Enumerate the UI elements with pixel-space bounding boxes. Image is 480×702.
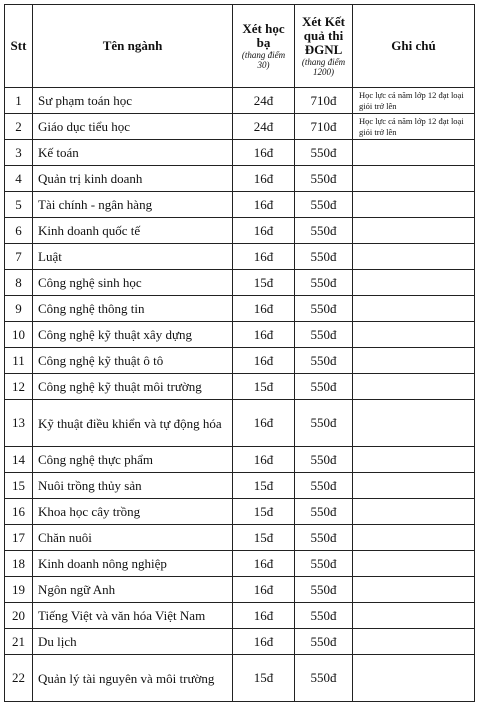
table-row [5,140,475,166]
row-note [353,603,475,629]
header-transcript-score [233,5,295,88]
row-major-name: Kỹ thuật điều khiển và tự động hóa [33,400,233,447]
row-note [353,499,475,525]
row-dgnl-score: 550đ [295,218,353,244]
table-row [5,244,475,270]
row-dgnl-score: 550đ [295,655,353,702]
row-dgnl-score: 710đ [295,88,353,114]
row-dgnl-score: 550đ [295,322,353,348]
header-dgnl-scale: (thang điểm 1200) [301,57,346,77]
row-note [353,447,475,473]
row-transcript-score: 15đ [233,270,295,296]
header-note: Ghi chú [353,5,475,88]
row-stt: 5 [5,192,33,218]
table-row [5,525,475,551]
row-stt: 8 [5,270,33,296]
row-note [353,551,475,577]
row-stt: 11 [5,348,33,374]
row-transcript-score: 15đ [233,655,295,702]
row-major-name: Kinh doanh nông nghiệp [33,551,233,577]
row-major-name: Kế toán [33,140,233,166]
table-row [5,603,475,629]
row-dgnl-score: 710đ [295,114,353,140]
header-dgnl-title: Xét Kết quả thi ĐGNL [302,14,345,57]
row-dgnl-score: 550đ [295,296,353,322]
row-note: Học lực cả năm lớp 12 đạt loại giỏi trở lên [353,88,475,114]
row-note [353,473,475,499]
row-stt: 13 [5,400,33,447]
row-stt: 18 [5,551,33,577]
table-row [5,296,475,322]
row-note [353,374,475,400]
row-transcript-score: 24đ [233,88,295,114]
row-major-name: Công nghệ kỹ thuật môi trường [33,374,233,400]
row-note [353,140,475,166]
row-transcript-score: 24đ [233,114,295,140]
admission-score-table [4,4,475,702]
row-transcript-score: 16đ [233,400,295,447]
row-major-name: Quản trị kinh doanh [33,166,233,192]
row-note [353,525,475,551]
table-row [5,348,475,374]
row-note [353,629,475,655]
row-dgnl-score: 550đ [295,577,353,603]
row-stt: 14 [5,447,33,473]
row-major-name: Công nghệ thông tin [33,296,233,322]
row-note [353,296,475,322]
row-stt: 21 [5,629,33,655]
table-body [5,88,475,702]
row-transcript-score: 16đ [233,192,295,218]
row-note [353,400,475,447]
row-dgnl-score: 550đ [295,140,353,166]
row-dgnl-score: 550đ [295,166,353,192]
row-major-name: Chăn nuôi [33,525,233,551]
row-transcript-score: 16đ [233,166,295,192]
row-stt: 6 [5,218,33,244]
row-major-name: Công nghệ kỹ thuật xây dựng [33,322,233,348]
row-stt: 19 [5,577,33,603]
header-transcript-title: Xét học bạ [242,21,285,50]
table-row [5,374,475,400]
row-stt: 12 [5,374,33,400]
row-transcript-score: 16đ [233,140,295,166]
row-note [353,577,475,603]
row-dgnl-score: 550đ [295,192,353,218]
table-row [5,629,475,655]
header-stt: Stt [5,5,33,88]
row-dgnl-score: 550đ [295,629,353,655]
row-stt: 17 [5,525,33,551]
row-major-name: Tài chính - ngân hàng [33,192,233,218]
table-row [5,400,475,447]
table-row [5,551,475,577]
row-stt: 22 [5,655,33,702]
row-dgnl-score: 550đ [295,270,353,296]
row-transcript-score: 15đ [233,374,295,400]
row-stt: 4 [5,166,33,192]
row-transcript-score: 16đ [233,244,295,270]
row-note [353,655,475,702]
row-major-name: Ngôn ngữ Anh [33,577,233,603]
header-major-name: Tên ngành [33,5,233,88]
row-dgnl-score: 550đ [295,400,353,447]
row-major-name: Kinh doanh quốc tế [33,218,233,244]
header-dgnl-score [295,5,353,88]
table-row [5,192,475,218]
table-row [5,655,475,702]
row-major-name: Công nghệ kỹ thuật ô tô [33,348,233,374]
row-major-name: Khoa học cây trồng [33,499,233,525]
row-major-name: Giáo dục tiểu học [33,114,233,140]
row-dgnl-score: 550đ [295,603,353,629]
table-row [5,166,475,192]
row-dgnl-score: 550đ [295,551,353,577]
row-transcript-score: 16đ [233,447,295,473]
table-row [5,270,475,296]
row-stt: 1 [5,88,33,114]
row-major-name: Quản lý tài nguyên và môi trường [33,655,233,702]
row-note [353,348,475,374]
table-row [5,447,475,473]
row-major-name: Công nghệ thực phẩm [33,447,233,473]
row-transcript-score: 16đ [233,296,295,322]
row-note [353,322,475,348]
row-transcript-score: 15đ [233,525,295,551]
row-transcript-score: 16đ [233,629,295,655]
row-stt: 9 [5,296,33,322]
row-note [353,218,475,244]
row-note [353,166,475,192]
row-stt: 15 [5,473,33,499]
row-note [353,192,475,218]
row-dgnl-score: 550đ [295,525,353,551]
row-transcript-score: 16đ [233,603,295,629]
table-row [5,88,475,114]
table-row [5,218,475,244]
row-stt: 7 [5,244,33,270]
table-row [5,499,475,525]
row-transcript-score: 16đ [233,551,295,577]
table-row [5,322,475,348]
row-major-name: Luật [33,244,233,270]
row-stt: 10 [5,322,33,348]
row-transcript-score: 16đ [233,577,295,603]
table-row [5,473,475,499]
row-stt: 3 [5,140,33,166]
row-transcript-score: 15đ [233,473,295,499]
table-row [5,577,475,603]
row-transcript-score: 16đ [233,218,295,244]
row-note [353,270,475,296]
row-dgnl-score: 550đ [295,499,353,525]
row-note: Học lực cả năm lớp 12 đạt loại giỏi trở lên [353,114,475,140]
row-stt: 16 [5,499,33,525]
row-dgnl-score: 550đ [295,374,353,400]
row-dgnl-score: 550đ [295,447,353,473]
header-row [5,5,475,88]
row-dgnl-score: 550đ [295,473,353,499]
row-major-name: Du lịch [33,629,233,655]
row-stt: 2 [5,114,33,140]
header-transcript-scale: (thang điểm 30) [241,50,286,70]
row-major-name: Tiếng Việt và văn hóa Việt Nam [33,603,233,629]
row-stt: 20 [5,603,33,629]
table-row [5,114,475,140]
row-transcript-score: 16đ [233,322,295,348]
row-transcript-score: 16đ [233,348,295,374]
row-note [353,244,475,270]
row-major-name: Sư phạm toán học [33,88,233,114]
row-dgnl-score: 550đ [295,348,353,374]
row-major-name: Nuôi trồng thủy sản [33,473,233,499]
row-major-name: Công nghệ sinh học [33,270,233,296]
row-transcript-score: 15đ [233,499,295,525]
row-dgnl-score: 550đ [295,244,353,270]
